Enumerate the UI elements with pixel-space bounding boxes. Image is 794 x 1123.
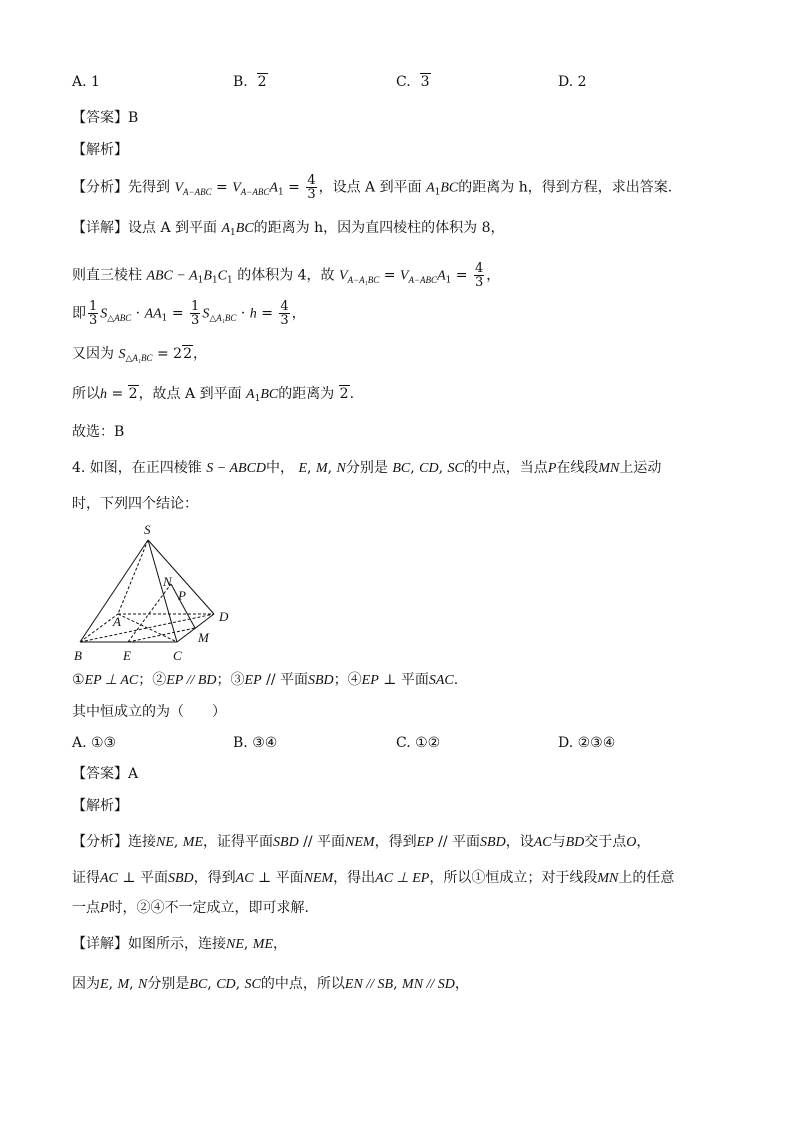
q4-last-line: 因为E, M, N分别是BC, CD, SC的中点，所以EN // SB, MN // SD， [72,976,469,992]
q4-stem-line2: 时，下列四个结论： [72,496,198,512]
label-M: M [198,630,209,645]
q3-suoyi-line: 所以h = 2，故点 A 到平面 $A_1BC$的距离为 2. [72,386,355,404]
q4-stem: 4. 如图，在正四棱锥 S − ABCD中， E, M, N分别是 BC, CD, SC的中点，当点P在线段MN上运动 [72,460,662,476]
q3-fenxi: 【分析】先得到 $V_{A-ABC} = V_{A-ABC}A_1$ = $\frac{4}{3}$ ，设点 A 到平面 $A_1BC$的距离为 h，得到方程，求出答案. [72,173,673,202]
q3-xiangjie: 【详解】设点 A 到平面 $A_1BC$的距离为 h，因为直四棱柱的体积为 8， [72,220,505,238]
option-a: A. 1 [72,74,100,90]
label-A: A [113,614,121,629]
q4-fenxi-line2: 证得AC ⊥ 平面SBD，得到AC ⊥ 平面NEM，得出AC ⊥ EP，所以①恒成立；对于线段MN上的任意 [72,870,675,886]
label-E: E [123,648,131,663]
q3-answer: 【答案】B [72,110,139,126]
option-c: C. 3 [396,74,430,90]
pyramid-figure [70,518,240,666]
q4-statements: ①EP ⊥ AC；②EP // BD；③EP // 平面SBD；④EP ⊥ 平面SAC. [72,672,459,688]
option-b: B. 2 [233,74,267,90]
label-P: P [178,588,186,603]
label-B: B [74,648,82,663]
q3-volume-line: 则直三棱柱 ABC − $A_1B_1C_1$ 的体积为 4，故 $V_{A-A_1BC} = V_{A-ABC}A_1$ = $\frac{4}{3}$ ， [72,261,501,290]
q4-option-b: B. ③④ [233,735,278,751]
q4-fenxi-line3: 一点P时，②④不一定成立，即可求解. [72,900,310,916]
q3-youyin-line: 又因为 $S_{\triangle A_1BC} = 22$， [72,346,207,364]
q4-fenxi-line1: 【分析】连接NE, ME，证得平面SBD // 平面NEM，得到EP // 平面SBD，设AC与BD交于点O， [72,834,651,850]
q4-answer: 【答案】A [72,766,139,782]
q4-option-d: D. ②③④ [558,735,616,751]
q3-analysis-heading: 【解析】 [72,142,128,158]
q3-conclusion: 故选：B [72,424,125,440]
label-C: C [173,648,182,663]
q4-analysis-heading: 【解析】 [72,798,128,814]
label-S: S [144,522,151,537]
q4-xiangjie: 【详解】如图所示，连接NE, ME， [72,936,288,952]
q4-option-a: A. ①③ [72,735,117,751]
q3-ji-line: 即 $\frac{1}{3}$ $S_{\triangle ABC} \cdot AA_1$ = $\frac{1}{3}$ $S_{\triangle A_1BC} \cdot h$ = $\frac{4}{3}$ ， [72,299,306,328]
option-d: D. 2 [558,74,587,90]
q4-question: 其中恒成立的为（ ） [72,704,226,720]
label-D: D [219,609,229,624]
label-N: N [163,574,172,589]
q4-option-c: C. ①② [396,735,441,751]
